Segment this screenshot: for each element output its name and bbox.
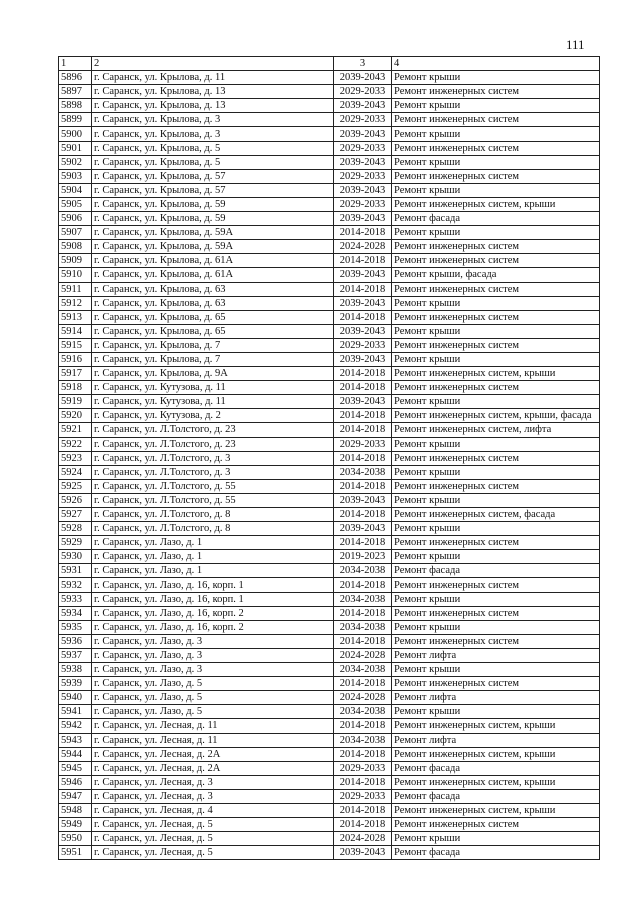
repair-schedule-table — [58, 56, 600, 860]
work-type-cell: Ремонт инженерных систем — [392, 634, 600, 648]
period-cell: 2029-2033 — [334, 338, 392, 352]
row-number-cell: 5925 — [59, 479, 92, 493]
address-cell: г. Саранск, ул. Крылова, д. 59 — [92, 197, 334, 211]
row-number-cell: 5944 — [59, 747, 92, 761]
work-type-cell: Ремонт инженерных систем — [392, 310, 600, 324]
row-number-cell: 5942 — [59, 719, 92, 733]
period-cell: 2014-2018 — [334, 803, 392, 817]
address-cell: г. Саранск, ул. Крылова, д. 5 — [92, 141, 334, 155]
address-cell: г. Саранск, ул. Крылова, д. 3 — [92, 113, 334, 127]
row-number-cell: 5903 — [59, 169, 92, 183]
work-type-cell: Ремонт инженерных систем, крыши — [392, 803, 600, 817]
address-cell: г. Саранск, ул. Крылова, д. 65 — [92, 310, 334, 324]
period-cell: 2029-2033 — [334, 113, 392, 127]
work-type-cell: Ремонт крыши — [392, 832, 600, 846]
period-cell: 2014-2018 — [334, 508, 392, 522]
work-type-cell: Ремонт инженерных систем, крыши — [392, 197, 600, 211]
work-type-cell: Ремонт крыши — [392, 395, 600, 409]
row-number-cell: 5931 — [59, 564, 92, 578]
work-type-cell: Ремонт лифта — [392, 691, 600, 705]
row-number-cell: 5912 — [59, 296, 92, 310]
row-number-cell: 5934 — [59, 606, 92, 620]
table-row — [59, 789, 600, 803]
row-number-cell: 5936 — [59, 634, 92, 648]
address-cell: г. Саранск, ул. Лесная, д. 11 — [92, 733, 334, 747]
address-cell: г. Саранск, ул. Лазо, д. 1 — [92, 564, 334, 578]
address-cell: г. Саранск, ул. Крылова, д. 59А — [92, 226, 334, 240]
row-number-cell: 5937 — [59, 648, 92, 662]
address-cell: г. Саранск, ул. Лазо, д. 16, корп. 2 — [92, 620, 334, 634]
table-row — [59, 352, 600, 366]
row-number-cell: 5933 — [59, 592, 92, 606]
address-cell: г. Саранск, ул. Л.Толстого, д. 23 — [92, 437, 334, 451]
table-row — [59, 197, 600, 211]
work-type-cell: Ремонт инженерных систем, крыши — [392, 747, 600, 761]
period-cell: 2014-2018 — [334, 719, 392, 733]
row-number-cell: 5916 — [59, 352, 92, 366]
period-cell: 2039-2043 — [334, 99, 392, 113]
period-cell: 2014-2018 — [334, 634, 392, 648]
address-cell: г. Саранск, ул. Лазо, д. 5 — [92, 705, 334, 719]
row-number-cell: 5932 — [59, 578, 92, 592]
row-number-cell: 5943 — [59, 733, 92, 747]
row-number-cell: 5897 — [59, 85, 92, 99]
row-number-cell: 5921 — [59, 423, 92, 437]
table-row — [59, 437, 600, 451]
row-number-cell: 5924 — [59, 465, 92, 479]
address-cell: г. Саранск, ул. Лесная, д. 3 — [92, 789, 334, 803]
period-cell: 2029-2033 — [334, 85, 392, 99]
period-cell: 2014-2018 — [334, 536, 392, 550]
period-cell: 2034-2038 — [334, 465, 392, 479]
address-cell: г. Саранск, ул. Лазо, д. 3 — [92, 663, 334, 677]
table-row — [59, 747, 600, 761]
table-row — [59, 268, 600, 282]
period-cell: 2039-2043 — [334, 71, 392, 85]
row-number-cell: 5907 — [59, 226, 92, 240]
address-cell: г. Саранск, ул. Крылова, д. 11 — [92, 71, 334, 85]
table-row — [59, 719, 600, 733]
work-type-cell: Ремонт инженерных систем, фасада — [392, 508, 600, 522]
work-type-cell: Ремонт крыши — [392, 352, 600, 366]
address-cell: г. Саранск, ул. Лесная, д. 5 — [92, 846, 334, 860]
work-type-cell: Ремонт лифта — [392, 648, 600, 662]
period-cell: 2039-2043 — [334, 522, 392, 536]
table-row — [59, 634, 600, 648]
period-cell: 2034-2038 — [334, 564, 392, 578]
row-number-cell: 5915 — [59, 338, 92, 352]
period-cell: 2029-2033 — [334, 197, 392, 211]
row-number-cell: 5922 — [59, 437, 92, 451]
row-number-cell: 5946 — [59, 775, 92, 789]
work-type-cell: Ремонт инженерных систем — [392, 451, 600, 465]
table-row — [59, 564, 600, 578]
period-cell: 2039-2043 — [334, 212, 392, 226]
period-cell: 2014-2018 — [334, 367, 392, 381]
address-cell: г. Саранск, ул. Лазо, д. 5 — [92, 691, 334, 705]
period-cell: 2014-2018 — [334, 818, 392, 832]
table-row — [59, 381, 600, 395]
address-cell: г. Саранск, ул. Крылова, д. 13 — [92, 85, 334, 99]
address-cell: г. Саранск, ул. Лазо, д. 3 — [92, 648, 334, 662]
table-row — [59, 648, 600, 662]
period-cell: 2039-2043 — [334, 183, 392, 197]
period-cell: 2014-2018 — [334, 282, 392, 296]
period-cell: 2014-2018 — [334, 409, 392, 423]
work-type-cell: Ремонт инженерных систем — [392, 141, 600, 155]
work-type-cell: Ремонт крыши — [392, 465, 600, 479]
table-header — [59, 57, 600, 71]
table-row — [59, 99, 600, 113]
table-row — [59, 705, 600, 719]
work-type-cell: Ремонт инженерных систем — [392, 536, 600, 550]
work-type-cell: Ремонт крыши — [392, 522, 600, 536]
row-number-cell: 5902 — [59, 155, 92, 169]
row-number-cell: 5904 — [59, 183, 92, 197]
table-row — [59, 846, 600, 860]
period-cell: 2014-2018 — [334, 381, 392, 395]
row-number-cell: 5947 — [59, 789, 92, 803]
row-number-cell: 5939 — [59, 677, 92, 691]
period-cell: 2034-2038 — [334, 663, 392, 677]
row-number-cell: 5951 — [59, 846, 92, 860]
table-row — [59, 71, 600, 85]
work-type-cell: Ремонт фасада — [392, 212, 600, 226]
period-cell: 2029-2033 — [334, 761, 392, 775]
row-number-cell: 5908 — [59, 240, 92, 254]
period-cell: 2034-2038 — [334, 705, 392, 719]
work-type-cell: Ремонт инженерных систем — [392, 578, 600, 592]
work-type-cell: Ремонт крыши — [392, 324, 600, 338]
period-cell: 2024-2028 — [334, 240, 392, 254]
period-cell: 2039-2043 — [334, 296, 392, 310]
row-number-cell: 5900 — [59, 127, 92, 141]
table-row — [59, 578, 600, 592]
row-number-cell: 5914 — [59, 324, 92, 338]
address-cell: г. Саранск, ул. Крылова, д. 65 — [92, 324, 334, 338]
period-cell: 2014-2018 — [334, 747, 392, 761]
address-cell: г. Саранск, ул. Лазо, д. 1 — [92, 536, 334, 550]
row-number-cell: 5940 — [59, 691, 92, 705]
address-cell: г. Саранск, ул. Лесная, д. 5 — [92, 832, 334, 846]
period-cell: 2039-2043 — [334, 268, 392, 282]
row-number-cell: 5901 — [59, 141, 92, 155]
work-type-cell: Ремонт крыши — [392, 226, 600, 240]
table-row — [59, 226, 600, 240]
row-number-cell: 5949 — [59, 818, 92, 832]
row-number-cell: 5950 — [59, 832, 92, 846]
period-cell: 2014-2018 — [334, 775, 392, 789]
address-cell: г. Саранск, ул. Лесная, д. 2А — [92, 761, 334, 775]
address-cell: г. Саранск, ул. Крылова, д. 63 — [92, 296, 334, 310]
work-type-cell: Ремонт инженерных систем — [392, 85, 600, 99]
address-cell: г. Саранск, ул. Крылова, д. 61А — [92, 268, 334, 282]
row-number-cell: 5898 — [59, 99, 92, 113]
address-cell: г. Саранск, ул. Крылова, д. 59А — [92, 240, 334, 254]
column-header-2: 2 — [92, 57, 334, 71]
period-cell: 2029-2033 — [334, 169, 392, 183]
work-type-cell: Ремонт инженерных систем — [392, 381, 600, 395]
work-type-cell: Ремонт крыши — [392, 663, 600, 677]
table-row — [59, 803, 600, 817]
work-type-cell: Ремонт инженерных систем — [392, 338, 600, 352]
address-cell: г. Саранск, ул. Л.Толстого, д. 8 — [92, 522, 334, 536]
period-cell: 2039-2043 — [334, 846, 392, 860]
row-number-cell: 5913 — [59, 310, 92, 324]
period-cell: 2039-2043 — [334, 155, 392, 169]
row-number-cell: 5917 — [59, 367, 92, 381]
address-cell: г. Саранск, ул. Лесная, д. 4 — [92, 803, 334, 817]
page-number: 111 — [566, 37, 585, 52]
address-cell: г. Саранск, ул. Крылова, д. 7 — [92, 338, 334, 352]
address-cell: г. Саранск, ул. Лазо, д. 16, корп. 1 — [92, 592, 334, 606]
address-cell: г. Саранск, ул. Лазо, д. 16, корп. 2 — [92, 606, 334, 620]
period-cell: 2039-2043 — [334, 352, 392, 366]
table-row — [59, 761, 600, 775]
address-cell: г. Саранск, ул. Лазо, д. 16, корп. 1 — [92, 578, 334, 592]
table-row — [59, 409, 600, 423]
work-type-cell: Ремонт крыши — [392, 183, 600, 197]
period-cell: 2029-2033 — [334, 141, 392, 155]
table-row — [59, 183, 600, 197]
period-cell: 2014-2018 — [334, 423, 392, 437]
work-type-cell: Ремонт инженерных систем — [392, 113, 600, 127]
address-cell: г. Саранск, ул. Крылова, д. 5 — [92, 155, 334, 169]
address-cell: г. Саранск, ул. Лазо, д. 5 — [92, 677, 334, 691]
column-header-3: 3 — [334, 57, 392, 71]
address-cell: г. Саранск, ул. Крылова, д. 13 — [92, 99, 334, 113]
table-row — [59, 451, 600, 465]
address-cell: г. Саранск, ул. Л.Толстого, д. 3 — [92, 451, 334, 465]
address-cell: г. Саранск, ул. Крылова, д. 3 — [92, 127, 334, 141]
period-cell: 2034-2038 — [334, 620, 392, 634]
work-type-cell: Ремонт инженерных систем — [392, 282, 600, 296]
period-cell: 2039-2043 — [334, 127, 392, 141]
row-number-cell: 5920 — [59, 409, 92, 423]
work-type-cell: Ремонт крыши — [392, 493, 600, 507]
address-cell: г. Саранск, ул. Лазо, д. 1 — [92, 550, 334, 564]
address-cell: г. Саранск, ул. Крылова, д. 57 — [92, 183, 334, 197]
row-number-cell: 5948 — [59, 803, 92, 817]
table-row — [59, 522, 600, 536]
table-row — [59, 691, 600, 705]
table-row — [59, 240, 600, 254]
work-type-cell: Ремонт крыши — [392, 550, 600, 564]
table-row — [59, 775, 600, 789]
table-row — [59, 818, 600, 832]
work-type-cell: Ремонт крыши — [392, 99, 600, 113]
table-row — [59, 155, 600, 169]
table-row — [59, 310, 600, 324]
table-row — [59, 282, 600, 296]
table-row — [59, 367, 600, 381]
address-cell: г. Саранск, ул. Лесная, д. 3 — [92, 775, 334, 789]
work-type-cell: Ремонт инженерных систем — [392, 818, 600, 832]
address-cell: г. Саранск, ул. Лесная, д. 5 — [92, 818, 334, 832]
row-number-cell: 5905 — [59, 197, 92, 211]
column-header-4: 4 — [392, 57, 600, 71]
address-cell: г. Саранск, ул. Крылова, д. 9А — [92, 367, 334, 381]
table-row — [59, 423, 600, 437]
work-type-cell: Ремонт крыши — [392, 705, 600, 719]
header-row — [59, 57, 600, 71]
work-type-cell: Ремонт инженерных систем, крыши — [392, 719, 600, 733]
table-row — [59, 536, 600, 550]
period-cell: 2039-2043 — [334, 395, 392, 409]
period-cell: 2039-2043 — [334, 324, 392, 338]
row-number-cell: 5945 — [59, 761, 92, 775]
table-row — [59, 395, 600, 409]
table-row — [59, 465, 600, 479]
work-type-cell: Ремонт инженерных систем, крыши — [392, 775, 600, 789]
period-cell: 2019-2023 — [334, 550, 392, 564]
table-row — [59, 141, 600, 155]
row-number-cell: 5941 — [59, 705, 92, 719]
column-header-1: 1 — [59, 57, 92, 71]
row-number-cell: 5919 — [59, 395, 92, 409]
address-cell: г. Саранск, ул. Лазо, д. 3 — [92, 634, 334, 648]
table-row — [59, 296, 600, 310]
table-body — [59, 71, 600, 860]
work-type-cell: Ремонт крыши — [392, 592, 600, 606]
row-number-cell: 5918 — [59, 381, 92, 395]
address-cell: г. Саранск, ул. Кутузова, д. 11 — [92, 381, 334, 395]
work-type-cell: Ремонт крыши — [392, 296, 600, 310]
row-number-cell: 5935 — [59, 620, 92, 634]
table-row — [59, 338, 600, 352]
address-cell: г. Саранск, ул. Крылова, д. 57 — [92, 169, 334, 183]
table-row — [59, 127, 600, 141]
address-cell: г. Саранск, ул. Л.Толстого, д. 3 — [92, 465, 334, 479]
period-cell: 2029-2033 — [334, 437, 392, 451]
address-cell: г. Саранск, ул. Лесная, д. 11 — [92, 719, 334, 733]
work-type-cell: Ремонт инженерных систем — [392, 606, 600, 620]
table-row — [59, 550, 600, 564]
period-cell: 2014-2018 — [334, 451, 392, 465]
address-cell: г. Саранск, ул. Л.Толстого, д. 8 — [92, 508, 334, 522]
work-type-cell: Ремонт крыши — [392, 71, 600, 85]
table-row — [59, 733, 600, 747]
work-type-cell: Ремонт инженерных систем — [392, 677, 600, 691]
row-number-cell: 5899 — [59, 113, 92, 127]
address-cell: г. Саранск, ул. Крылова, д. 59 — [92, 212, 334, 226]
period-cell: 2014-2018 — [334, 578, 392, 592]
table-row — [59, 620, 600, 634]
table-row — [59, 493, 600, 507]
work-type-cell: Ремонт крыши — [392, 437, 600, 451]
row-number-cell: 5906 — [59, 212, 92, 226]
row-number-cell: 5927 — [59, 508, 92, 522]
work-type-cell: Ремонт фасада — [392, 846, 600, 860]
row-number-cell: 5923 — [59, 451, 92, 465]
row-number-cell: 5928 — [59, 522, 92, 536]
row-number-cell: 5929 — [59, 536, 92, 550]
period-cell: 2014-2018 — [334, 677, 392, 691]
address-cell: г. Саранск, ул. Кутузова, д. 2 — [92, 409, 334, 423]
table-row — [59, 606, 600, 620]
table-row — [59, 212, 600, 226]
work-type-cell: Ремонт инженерных систем, крыши — [392, 367, 600, 381]
row-number-cell: 5911 — [59, 282, 92, 296]
period-cell: 2024-2028 — [334, 648, 392, 662]
table-row — [59, 324, 600, 338]
table-row — [59, 832, 600, 846]
work-type-cell: Ремонт инженерных систем, лифта — [392, 423, 600, 437]
work-type-cell: Ремонт крыши — [392, 620, 600, 634]
work-type-cell: Ремонт лифта — [392, 733, 600, 747]
period-cell: 2014-2018 — [334, 310, 392, 324]
address-cell: г. Саранск, ул. Л.Толстого, д. 55 — [92, 493, 334, 507]
work-type-cell: Ремонт инженерных систем — [392, 240, 600, 254]
table-row — [59, 592, 600, 606]
period-cell: 2014-2018 — [334, 479, 392, 493]
work-type-cell: Ремонт фасада — [392, 564, 600, 578]
table-row — [59, 479, 600, 493]
address-cell: г. Саранск, ул. Л.Толстого, д. 23 — [92, 423, 334, 437]
work-type-cell: Ремонт крыши, фасада — [392, 268, 600, 282]
period-cell: 2039-2043 — [334, 493, 392, 507]
address-cell: г. Саранск, ул. Крылова, д. 63 — [92, 282, 334, 296]
table-row — [59, 254, 600, 268]
address-cell: г. Саранск, ул. Кутузова, д. 11 — [92, 395, 334, 409]
work-type-cell: Ремонт фасада — [392, 761, 600, 775]
period-cell: 2029-2033 — [334, 789, 392, 803]
period-cell: 2034-2038 — [334, 592, 392, 606]
row-number-cell: 5938 — [59, 663, 92, 677]
address-cell: г. Саранск, ул. Крылова, д. 61А — [92, 254, 334, 268]
work-type-cell: Ремонт инженерных систем — [392, 479, 600, 493]
row-number-cell: 5926 — [59, 493, 92, 507]
address-cell: г. Саранск, ул. Крылова, д. 7 — [92, 352, 334, 366]
work-type-cell: Ремонт инженерных систем, крыши, фасада — [392, 409, 600, 423]
work-type-cell: Ремонт инженерных систем — [392, 254, 600, 268]
period-cell: 2024-2028 — [334, 832, 392, 846]
work-type-cell: Ремонт инженерных систем — [392, 169, 600, 183]
row-number-cell: 5896 — [59, 71, 92, 85]
period-cell: 2014-2018 — [334, 226, 392, 240]
row-number-cell: 5930 — [59, 550, 92, 564]
table-row — [59, 85, 600, 99]
row-number-cell: 5909 — [59, 254, 92, 268]
work-type-cell: Ремонт фасада — [392, 789, 600, 803]
period-cell: 2014-2018 — [334, 254, 392, 268]
table-row — [59, 663, 600, 677]
period-cell: 2034-2038 — [334, 733, 392, 747]
period-cell: 2024-2028 — [334, 691, 392, 705]
table-row — [59, 677, 600, 691]
address-cell: г. Саранск, ул. Лесная, д. 2А — [92, 747, 334, 761]
table-row — [59, 169, 600, 183]
work-type-cell: Ремонт крыши — [392, 127, 600, 141]
period-cell: 2014-2018 — [334, 606, 392, 620]
table-row — [59, 508, 600, 522]
work-type-cell: Ремонт крыши — [392, 155, 600, 169]
row-number-cell: 5910 — [59, 268, 92, 282]
table-row — [59, 113, 600, 127]
address-cell: г. Саранск, ул. Л.Толстого, д. 55 — [92, 479, 334, 493]
